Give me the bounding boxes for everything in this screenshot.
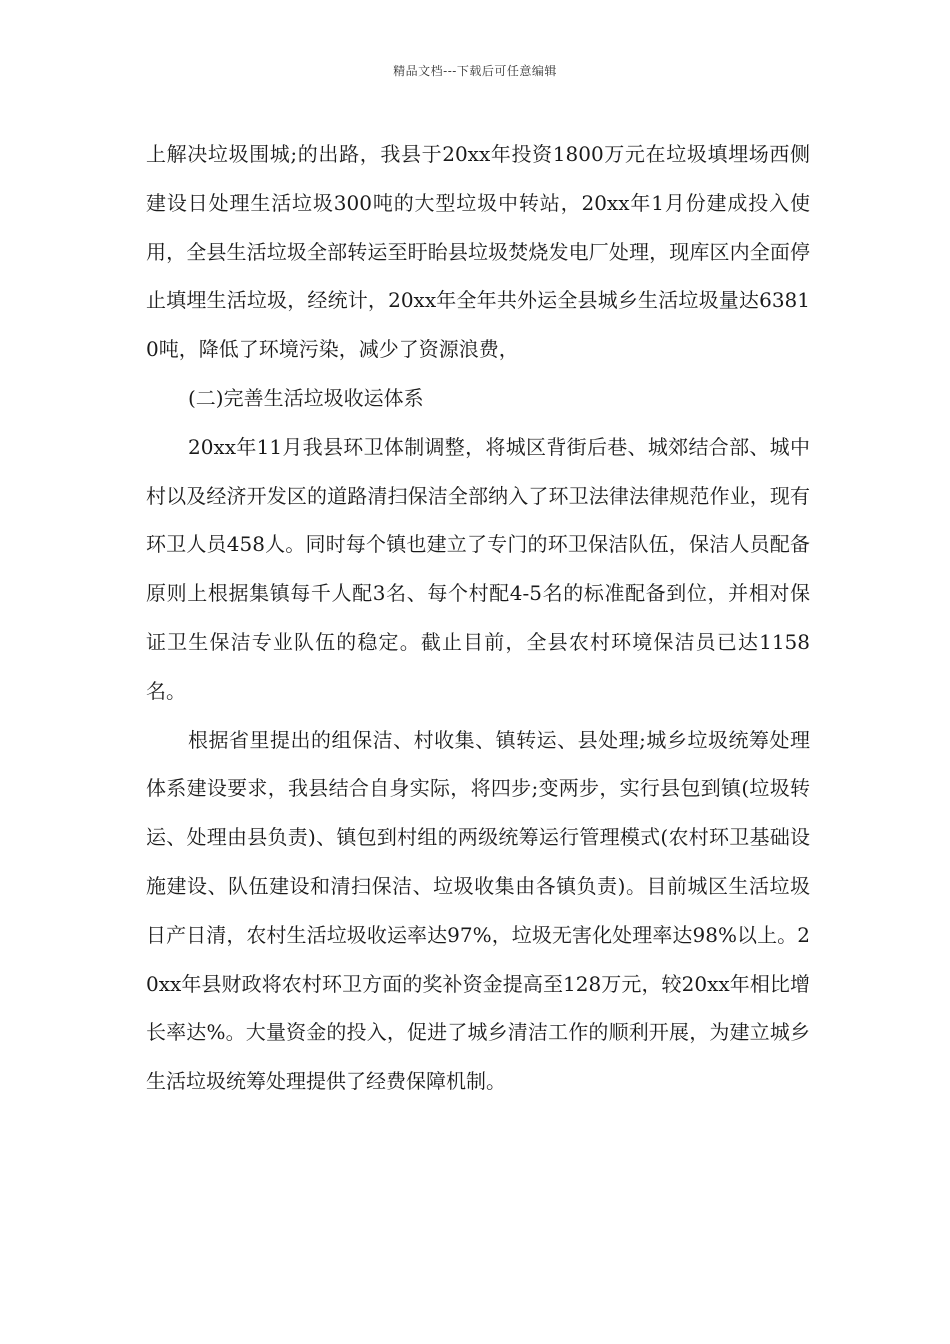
paragraph-continuation: 上解决垃圾围城;的出路，我县于20xx年投资1800万元在垃圾填埋场西侧建设日处理生活垃圾300吨的大型垃圾中转站，20xx年1月份建成投入使用，全县生活垃圾全部转运至盱眙县垃圾焚烧发电厂处理，现库区内全面停止填埋生活垃圾，经统计，20xx年全年共外运全县城乡生活垃圾量达63810吨，降低了环境污染，减少了资源浪费， bbox=[146, 142, 810, 362]
page-header: 精品文档---下载后可任意编辑 bbox=[393, 64, 557, 78]
paragraph-sanitation-reform: 20xx年11月我县环卫体制调整，将城区背街后巷、城郊结合部、城中村以及经济开发区的道路清扫保洁全部纳入了环卫法律法律规范作业，现有环卫人员458人。同时每个镇也建立了专门的环卫保洁队伍，保洁人员配备原则上根据集镇每千人配3名、每个村配4-5名的标准配备到位，并相对保证卫生保洁专业队伍的稳定。截止目前，全县农村环境保洁员已达1158名。 bbox=[146, 434, 810, 703]
paragraph-collection-system: 根据省里提出的组保洁、村收集、镇转运、县处理;城乡垃圾统筹处理体系建设要求，我县结合自身实际，将四步;变两步，实行县包到镇(垃圾转运、处理由县负责)、镇包到村组的两级统筹运行管理模式(农村环卫基础设施建设、队伍建设和清扫保洁、垃圾收集由各镇负责)。目前城区生活垃圾日产日清，农村生活垃圾收运率达97%，垃圾无害化处理率达98%以上。20xx年县财政将农村环卫方面的奖补资金提高至128万元，较20xx年相比增长率达%。大量资金的投入，促进了城乡清洁工作的顺利开展，为建立城乡生活垃圾统筹处理提供了经费保障机制。 bbox=[146, 727, 810, 1094]
section-heading: (二)完善生活垃圾收运体系 bbox=[188, 385, 424, 410]
document-body bbox=[146, 130, 810, 1106]
